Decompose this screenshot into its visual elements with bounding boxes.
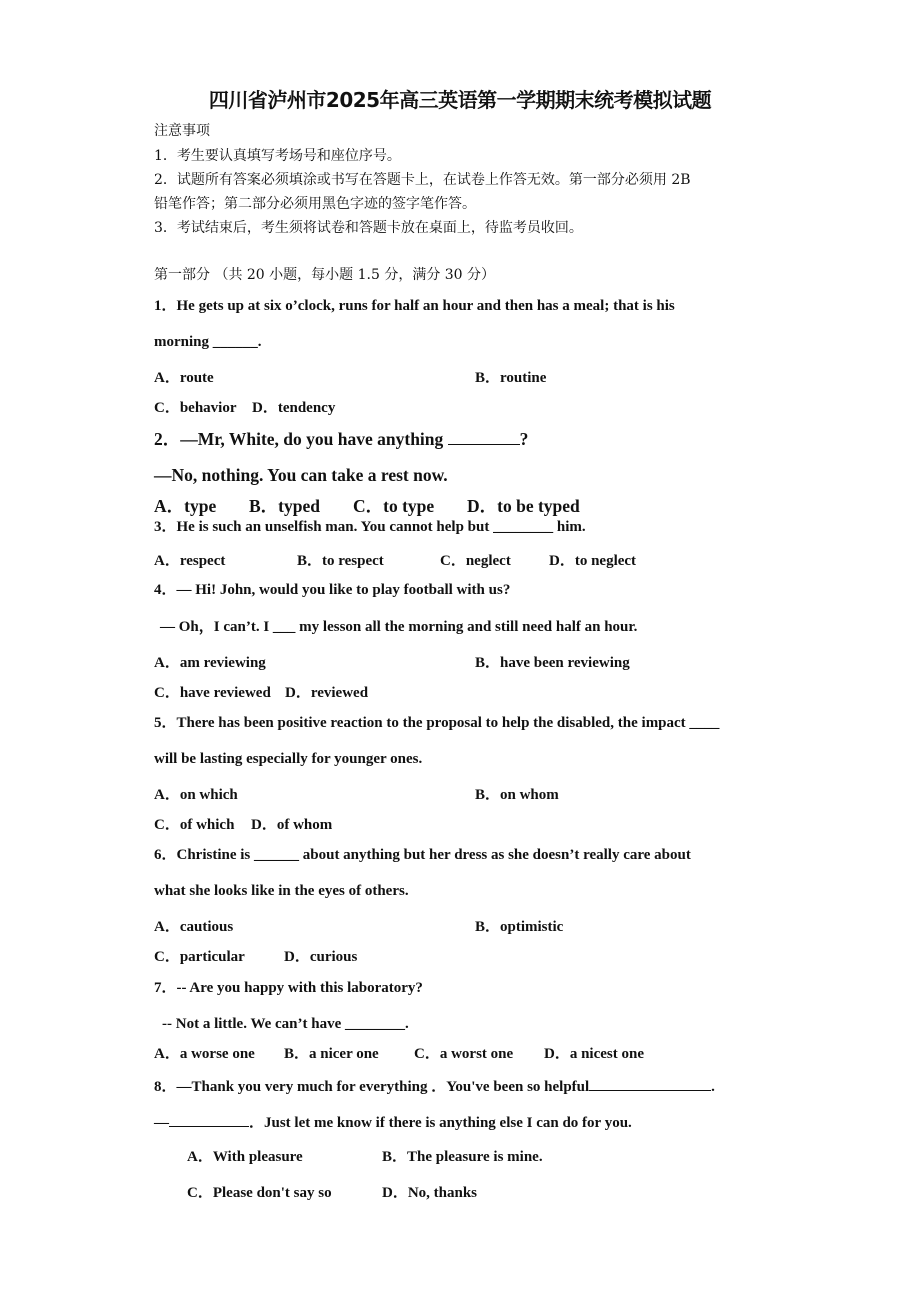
option-a: A．cautious: [154, 919, 234, 935]
option-b: B．optimistic: [475, 919, 564, 935]
option-d: D．a nicest one: [544, 1046, 644, 1062]
option-d: D．to be typed: [467, 496, 580, 516]
option-b: B．a nicer one: [284, 1046, 379, 1062]
option-d: D．No, thanks: [382, 1185, 478, 1201]
section-heading: 第一部分 （共 20 小题，每小题 1.5 分，满分 30 分）: [154, 267, 496, 283]
question-2-text: —No, nothing. You can take a rest now.: [154, 465, 448, 485]
option-b: B．on whom: [475, 787, 559, 803]
question-8-text: [154, 1076, 715, 1096]
question-8-reply: ．Just let me know if there is anything else I can do for you.: [249, 1115, 632, 1131]
option-a: A．With pleasure: [187, 1149, 303, 1165]
page-title: 四川省泸州市2025年高三英语第一学期期末统考模拟试题: [208, 88, 712, 112]
notice-item: 3．考试结束后，考生须将试卷和答题卡放在桌面上，待监考员收回。: [154, 220, 583, 236]
question-3-text: 3．He is such an unselfish man. You cannot help but ________ him.: [154, 519, 586, 535]
option-c: C．behavior: [154, 400, 237, 416]
answer-blank: [589, 1076, 711, 1091]
option-c: C．to type: [353, 496, 435, 516]
option-a: A．respect: [154, 553, 226, 569]
option-b: B．The pleasure is mine.: [382, 1149, 543, 1165]
option-b: B．routine: [475, 370, 547, 386]
notice-heading: 注意事项: [154, 123, 210, 139]
answer-blank: [169, 1112, 249, 1127]
option-d: D．curious: [284, 949, 358, 965]
question-2-text: [154, 428, 528, 450]
question-8-dash: —: [154, 1115, 169, 1131]
option-b: B．typed: [249, 496, 320, 516]
question-4-text: — Oh，I can’t. I ___ my lesson all the morning and still need half an hour.: [160, 619, 638, 635]
option-c: C．have reviewed: [154, 685, 271, 701]
question-1-text: morning ______.: [154, 334, 262, 350]
option-d: D．of whom: [251, 817, 333, 833]
question-5-text: 5．There has been positive reaction to the proposal to help the disabled, the impact ____: [154, 715, 720, 731]
option-d: D．reviewed: [285, 685, 369, 701]
question-7-text: -- Not a little. We can’t have ________.: [162, 1016, 409, 1032]
notice-item: 2．试题所有答案必须填涂或书写在答题卡上，在试卷上作答无效。第一部分必须用 2B: [154, 172, 691, 188]
option-b: B．have been reviewing: [475, 655, 630, 671]
question-4-text: 4．— Hi! John, would you like to play football with us?: [154, 582, 511, 598]
question-6-text: 6．Christine is ______ about anything but her dress as she doesn’t really care about: [154, 847, 691, 863]
option-c: C．neglect: [440, 553, 511, 569]
question-8-suffix: .: [711, 1079, 715, 1095]
answer-blank: [448, 430, 520, 445]
question-2-suffix: ?: [519, 429, 529, 449]
notice-item: 1．考生要认真填写考场号和座位序号。: [154, 148, 401, 164]
option-c: C．Please don't say so: [187, 1185, 332, 1201]
question-1-text: 1．He gets up at six o’clock, runs for half an hour and then has a meal; that is his: [154, 298, 675, 314]
notice-item: 铅笔作答；第二部分必须用黑色字迹的签字笔作答。: [154, 196, 476, 212]
option-d: D．to neglect: [549, 553, 637, 569]
question-6-text: what she looks like in the eyes of others.: [154, 883, 409, 899]
option-c: C．particular: [154, 949, 245, 965]
option-a: A．a worse one: [154, 1046, 255, 1062]
option-b: B．to respect: [297, 553, 384, 569]
option-c: C．a worst one: [414, 1046, 514, 1062]
option-c: C．of which: [154, 817, 235, 833]
option-d: D．tendency: [252, 400, 336, 416]
question-8-prefix: 8．—Thank you very much for everything ．You've been so helpful: [154, 1079, 590, 1095]
option-a: A．type: [154, 496, 217, 516]
question-8-text: [154, 1112, 632, 1132]
option-a: A．on which: [154, 787, 238, 803]
option-a: A．route: [154, 370, 214, 386]
question-2-prefix: 2．—Mr, White, do you have anything: [154, 429, 448, 449]
question-5-text: will be lasting especially for younger ones.: [154, 751, 423, 767]
option-a: A．am reviewing: [154, 655, 266, 671]
question-7-text: 7．-- Are you happy with this laboratory?: [154, 980, 423, 996]
